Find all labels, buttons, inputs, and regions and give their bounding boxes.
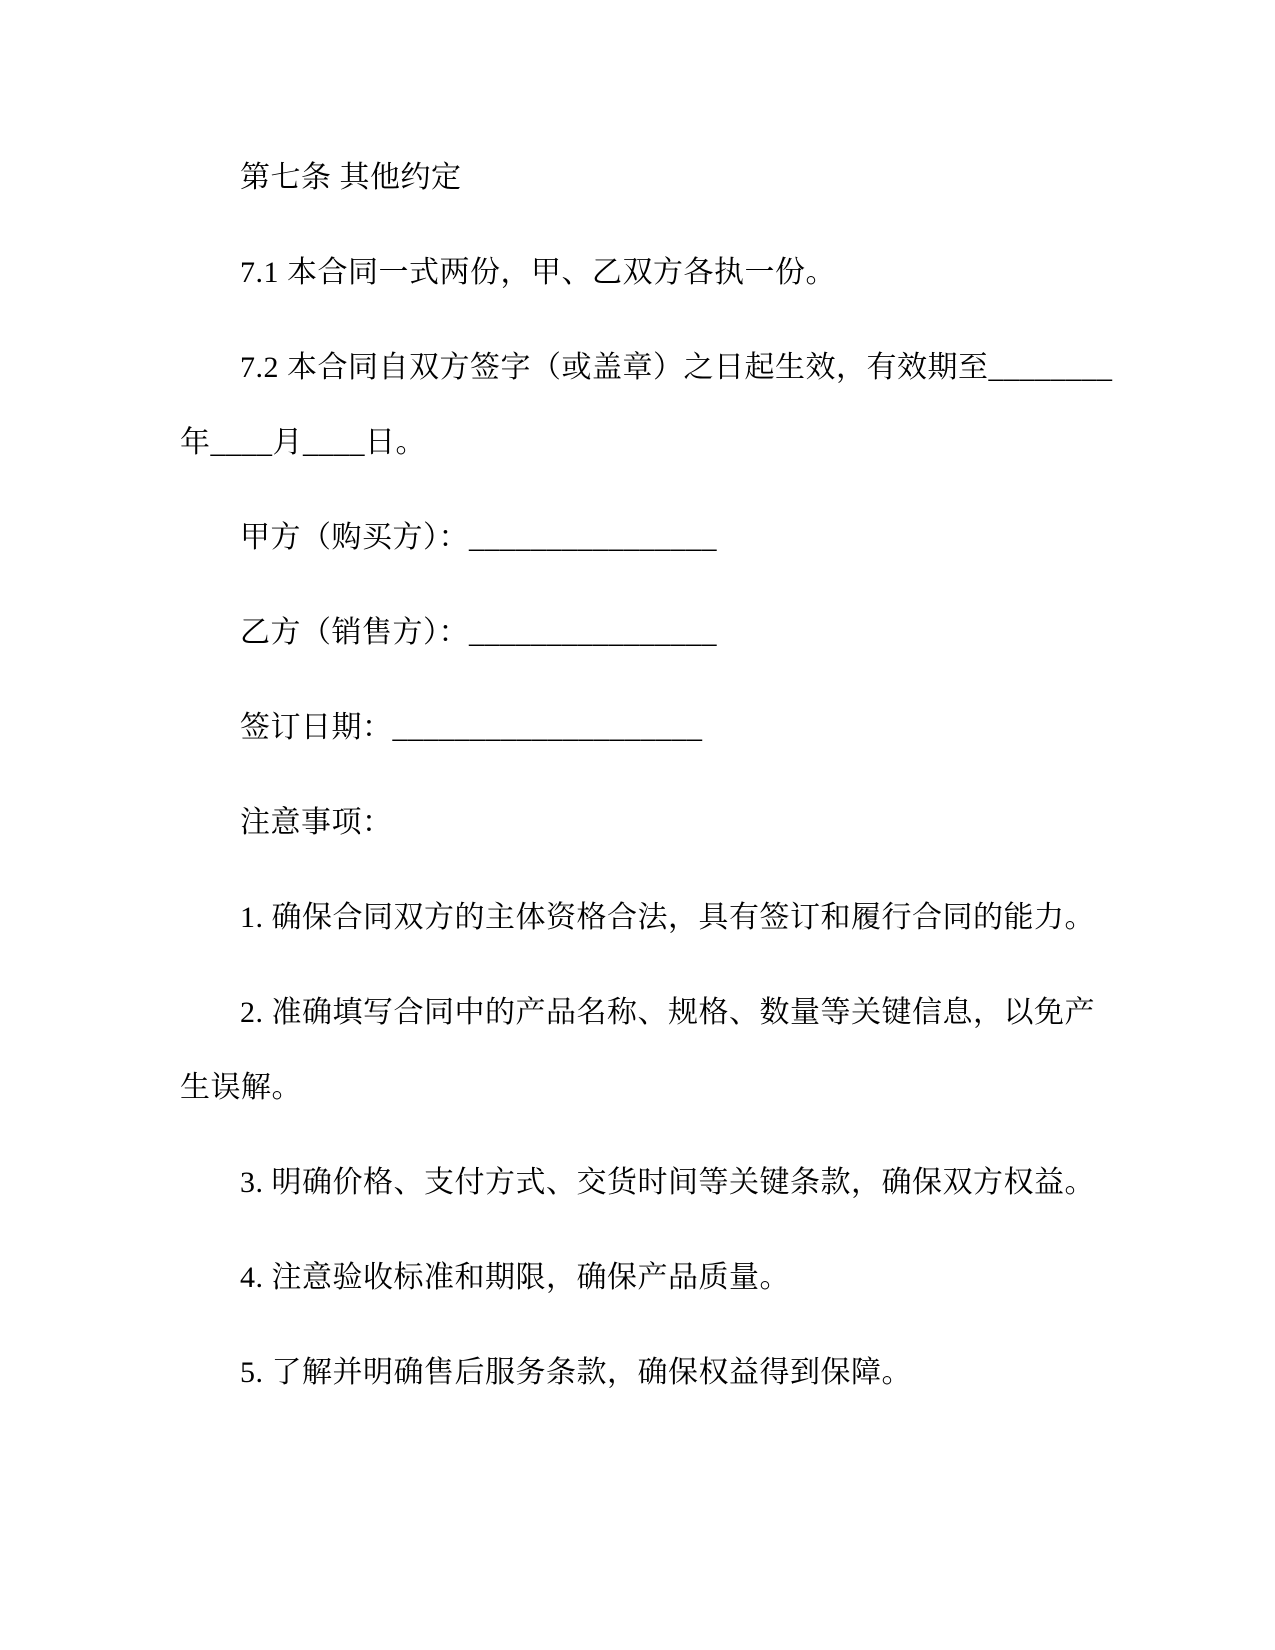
note-item-5: 5. 了解并明确售后服务条款，确保权益得到保障。: [240, 1356, 912, 1389]
party-b-signature-line: 乙方（销售方）：________________: [240, 616, 717, 649]
note-item-2: 2. 准确填写合同中的产品名称、规格、数量等关键信息，以免产: [240, 996, 1095, 1029]
note-item-2-continued: 生误解。: [180, 1071, 302, 1104]
signing-date-line: 签订日期：____________________: [240, 711, 703, 744]
party-a-signature-line: 甲方（购买方）：________________: [240, 521, 717, 554]
article-heading: 第七条 其他约定: [240, 161, 462, 194]
note-item-4: 4. 注意验收标准和期限，确保产品质量。: [240, 1261, 790, 1294]
notes-heading: 注意事项：: [240, 806, 393, 839]
note-item-3: 3. 明确价格、支付方式、交货时间等关键条款，确保双方权益。: [240, 1166, 1095, 1199]
note-item-1: 1. 确保合同双方的主体资格合法，具有签订和履行合同的能力。: [240, 901, 1095, 934]
clause-7-1: 7.1 本合同一式两份，甲、乙双方各执一份。: [240, 256, 836, 289]
clause-7-2: 7.2 本合同自双方签字（或盖章）之日起生效，有效期至________: [240, 351, 1113, 384]
clause-7-2-continued: 年____月____日。: [180, 426, 426, 459]
